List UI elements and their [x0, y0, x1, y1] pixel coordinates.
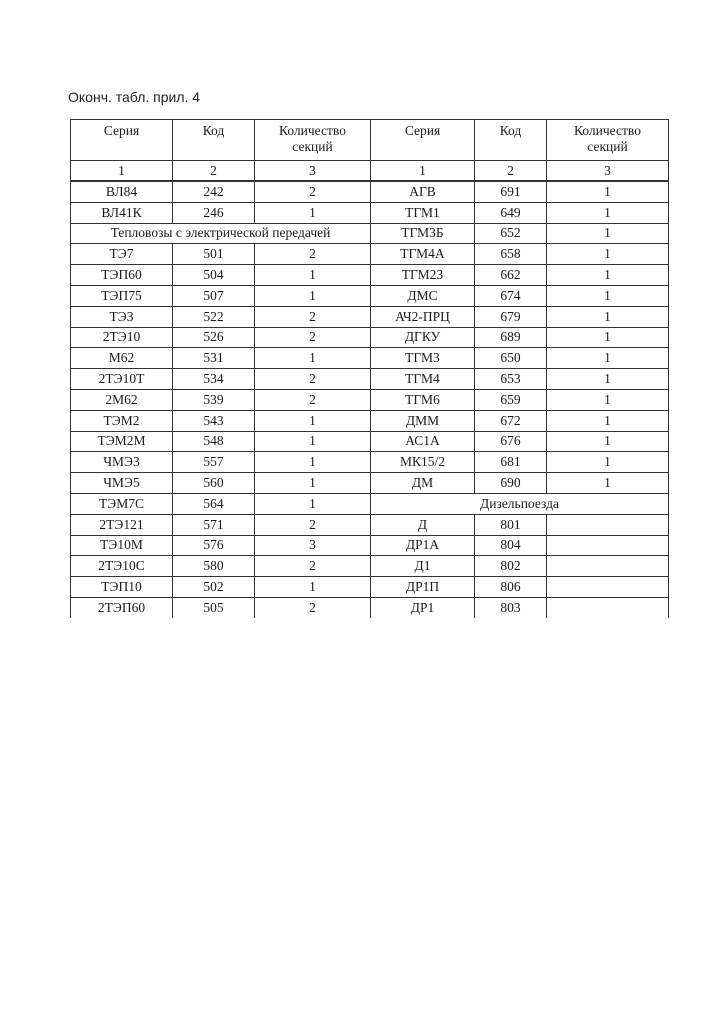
- table-row: [71, 306, 669, 327]
- code-cell: 539: [173, 389, 255, 410]
- sections-cell: 1: [547, 181, 669, 202]
- code-cell: 801: [475, 514, 547, 535]
- code-cell: 543: [173, 410, 255, 431]
- series-cell: АГВ: [371, 181, 475, 202]
- series-cell: ТГМ6: [371, 389, 475, 410]
- table-row: [71, 410, 669, 431]
- series-cell: ДММ: [371, 410, 475, 431]
- code-cell: 576: [173, 535, 255, 556]
- series-cell: ТЭМ7С: [71, 493, 173, 514]
- sections-cell: 2: [255, 556, 371, 577]
- code-cell: 246: [173, 202, 255, 223]
- sections-cell: 1: [547, 410, 669, 431]
- series-cell: ДР1: [371, 597, 475, 617]
- sections-cell: [547, 577, 669, 598]
- sections-cell: 1: [547, 244, 669, 265]
- sections-cell: 2: [255, 327, 371, 348]
- sections-cell: 1: [547, 431, 669, 452]
- code-cell: 674: [475, 285, 547, 306]
- series-cell: 2ТЭ10: [71, 327, 173, 348]
- column-header: Количество секций: [255, 120, 371, 161]
- series-cell: ТГМ23: [371, 265, 475, 286]
- table-row: [71, 389, 669, 410]
- sections-cell: 1: [255, 473, 371, 494]
- code-cell: 502: [173, 577, 255, 598]
- sections-cell: 2: [255, 389, 371, 410]
- series-cell: 2ТЭ121: [71, 514, 173, 535]
- sections-cell: 1: [547, 202, 669, 223]
- sections-cell: 2: [255, 244, 371, 265]
- code-cell: 531: [173, 348, 255, 369]
- column-header: Серия: [371, 120, 475, 161]
- column-header: Код: [475, 120, 547, 161]
- table-row: [71, 369, 669, 390]
- code-cell: 526: [173, 327, 255, 348]
- column-number: 3: [255, 161, 371, 182]
- sections-cell: 1: [547, 369, 669, 390]
- sections-cell: 1: [547, 306, 669, 327]
- code-cell: 659: [475, 389, 547, 410]
- code-cell: 242: [173, 181, 255, 202]
- table-row: [71, 473, 669, 494]
- sections-cell: [547, 514, 669, 535]
- series-cell: ТЭ10М: [71, 535, 173, 556]
- series-cell: ДМ: [371, 473, 475, 494]
- column-number-row: [71, 161, 669, 182]
- sections-cell: 1: [255, 265, 371, 286]
- code-cell: 557: [173, 452, 255, 473]
- column-header: Серия: [71, 120, 173, 161]
- code-cell: 652: [475, 223, 547, 244]
- sections-cell: 2: [255, 369, 371, 390]
- series-cell: ДР1А: [371, 535, 475, 556]
- series-cell: ЧМЭ5: [71, 473, 173, 494]
- series-cell: АЧ2-ПРЦ: [371, 306, 475, 327]
- sections-cell: 1: [547, 285, 669, 306]
- series-cell: ТЭМ2М: [71, 431, 173, 452]
- sections-cell: 1: [255, 493, 371, 514]
- table-row: [71, 535, 669, 556]
- series-cell: М62: [71, 348, 173, 369]
- column-number: 2: [173, 161, 255, 182]
- table-row: [71, 597, 669, 617]
- sections-cell: 1: [255, 202, 371, 223]
- table-row: [71, 431, 669, 452]
- code-cell: 658: [475, 244, 547, 265]
- section-heading: Дизельпоезда: [371, 493, 669, 514]
- column-number: 1: [71, 161, 173, 182]
- column-number: 1: [371, 161, 475, 182]
- series-cell: ВЛ84: [71, 181, 173, 202]
- series-cell: 2ТЭ10С: [71, 556, 173, 577]
- table-row: [71, 285, 669, 306]
- code-cell: 564: [173, 493, 255, 514]
- code-cell: 507: [173, 285, 255, 306]
- code-cell: 560: [173, 473, 255, 494]
- sections-cell: 1: [255, 577, 371, 598]
- code-cell: 676: [475, 431, 547, 452]
- sections-cell: 1: [547, 473, 669, 494]
- table-row: [71, 452, 669, 473]
- section-heading: Тепловозы с электрической передачей: [71, 223, 371, 244]
- code-cell: 689: [475, 327, 547, 348]
- sections-cell: [547, 535, 669, 556]
- series-cell: ТЭ7: [71, 244, 173, 265]
- column-number: 2: [475, 161, 547, 182]
- code-cell: 580: [173, 556, 255, 577]
- code-cell: 650: [475, 348, 547, 369]
- column-number: 3: [547, 161, 669, 182]
- series-cell: ТГМ3: [371, 348, 475, 369]
- table-row: [71, 348, 669, 369]
- column-header: Код: [173, 120, 255, 161]
- series-cell: 2ТЭ10Т: [71, 369, 173, 390]
- series-cell: ТГМ3Б: [371, 223, 475, 244]
- table-row: [71, 493, 669, 514]
- series-cell: ТГМ4А: [371, 244, 475, 265]
- series-cell: ДМС: [371, 285, 475, 306]
- sections-cell: 1: [547, 223, 669, 244]
- table-row: [71, 327, 669, 348]
- table-caption: Оконч. табл. прил. 4: [68, 89, 201, 105]
- series-cell: ТЭ3: [71, 306, 173, 327]
- code-cell: 534: [173, 369, 255, 390]
- locomotive-codes-table: [70, 119, 669, 618]
- table-row: [71, 223, 669, 244]
- code-cell: 548: [173, 431, 255, 452]
- series-cell: ТЭП60: [71, 265, 173, 286]
- table-row: [71, 265, 669, 286]
- series-cell: ТЭП10: [71, 577, 173, 598]
- sections-cell: 2: [255, 306, 371, 327]
- sections-cell: 1: [255, 348, 371, 369]
- code-cell: 571: [173, 514, 255, 535]
- table-row: [71, 577, 669, 598]
- series-cell: ТГМ1: [371, 202, 475, 223]
- sections-cell: 2: [255, 597, 371, 617]
- sections-cell: 1: [547, 348, 669, 369]
- column-header: Количество секций: [547, 120, 669, 161]
- code-cell: 504: [173, 265, 255, 286]
- sections-cell: 1: [255, 452, 371, 473]
- sections-cell: 1: [547, 327, 669, 348]
- code-cell: 802: [475, 556, 547, 577]
- table-row: [71, 514, 669, 535]
- header-row: [71, 120, 669, 161]
- code-cell: 522: [173, 306, 255, 327]
- code-cell: 672: [475, 410, 547, 431]
- code-cell: 649: [475, 202, 547, 223]
- sections-cell: 1: [547, 389, 669, 410]
- code-cell: 501: [173, 244, 255, 265]
- series-cell: ТГМ4: [371, 369, 475, 390]
- table-row: [71, 244, 669, 265]
- code-cell: 662: [475, 265, 547, 286]
- sections-cell: 1: [547, 452, 669, 473]
- code-cell: 691: [475, 181, 547, 202]
- table-row: [71, 556, 669, 577]
- table-row: [71, 181, 669, 202]
- sections-cell: 1: [255, 285, 371, 306]
- code-cell: 804: [475, 535, 547, 556]
- series-cell: ВЛ41К: [71, 202, 173, 223]
- code-cell: 679: [475, 306, 547, 327]
- sections-cell: 2: [255, 181, 371, 202]
- series-cell: Д: [371, 514, 475, 535]
- code-cell: 653: [475, 369, 547, 390]
- sections-cell: 2: [255, 514, 371, 535]
- code-cell: 803: [475, 597, 547, 617]
- code-cell: 681: [475, 452, 547, 473]
- code-cell: 505: [173, 597, 255, 617]
- series-cell: МК15/2: [371, 452, 475, 473]
- series-cell: ТЭП75: [71, 285, 173, 306]
- table-row: [71, 202, 669, 223]
- sections-cell: 1: [255, 410, 371, 431]
- sections-cell: [547, 597, 669, 617]
- code-cell: 690: [475, 473, 547, 494]
- series-cell: ДГКУ: [371, 327, 475, 348]
- series-cell: Д1: [371, 556, 475, 577]
- series-cell: ДР1П: [371, 577, 475, 598]
- sections-cell: 1: [255, 431, 371, 452]
- code-cell: 806: [475, 577, 547, 598]
- sections-cell: [547, 556, 669, 577]
- series-cell: АС1А: [371, 431, 475, 452]
- series-cell: ТЭМ2: [71, 410, 173, 431]
- sections-cell: 1: [547, 265, 669, 286]
- series-cell: 2ТЭП60: [71, 597, 173, 617]
- sections-cell: 3: [255, 535, 371, 556]
- series-cell: ЧМЭ3: [71, 452, 173, 473]
- series-cell: 2М62: [71, 389, 173, 410]
